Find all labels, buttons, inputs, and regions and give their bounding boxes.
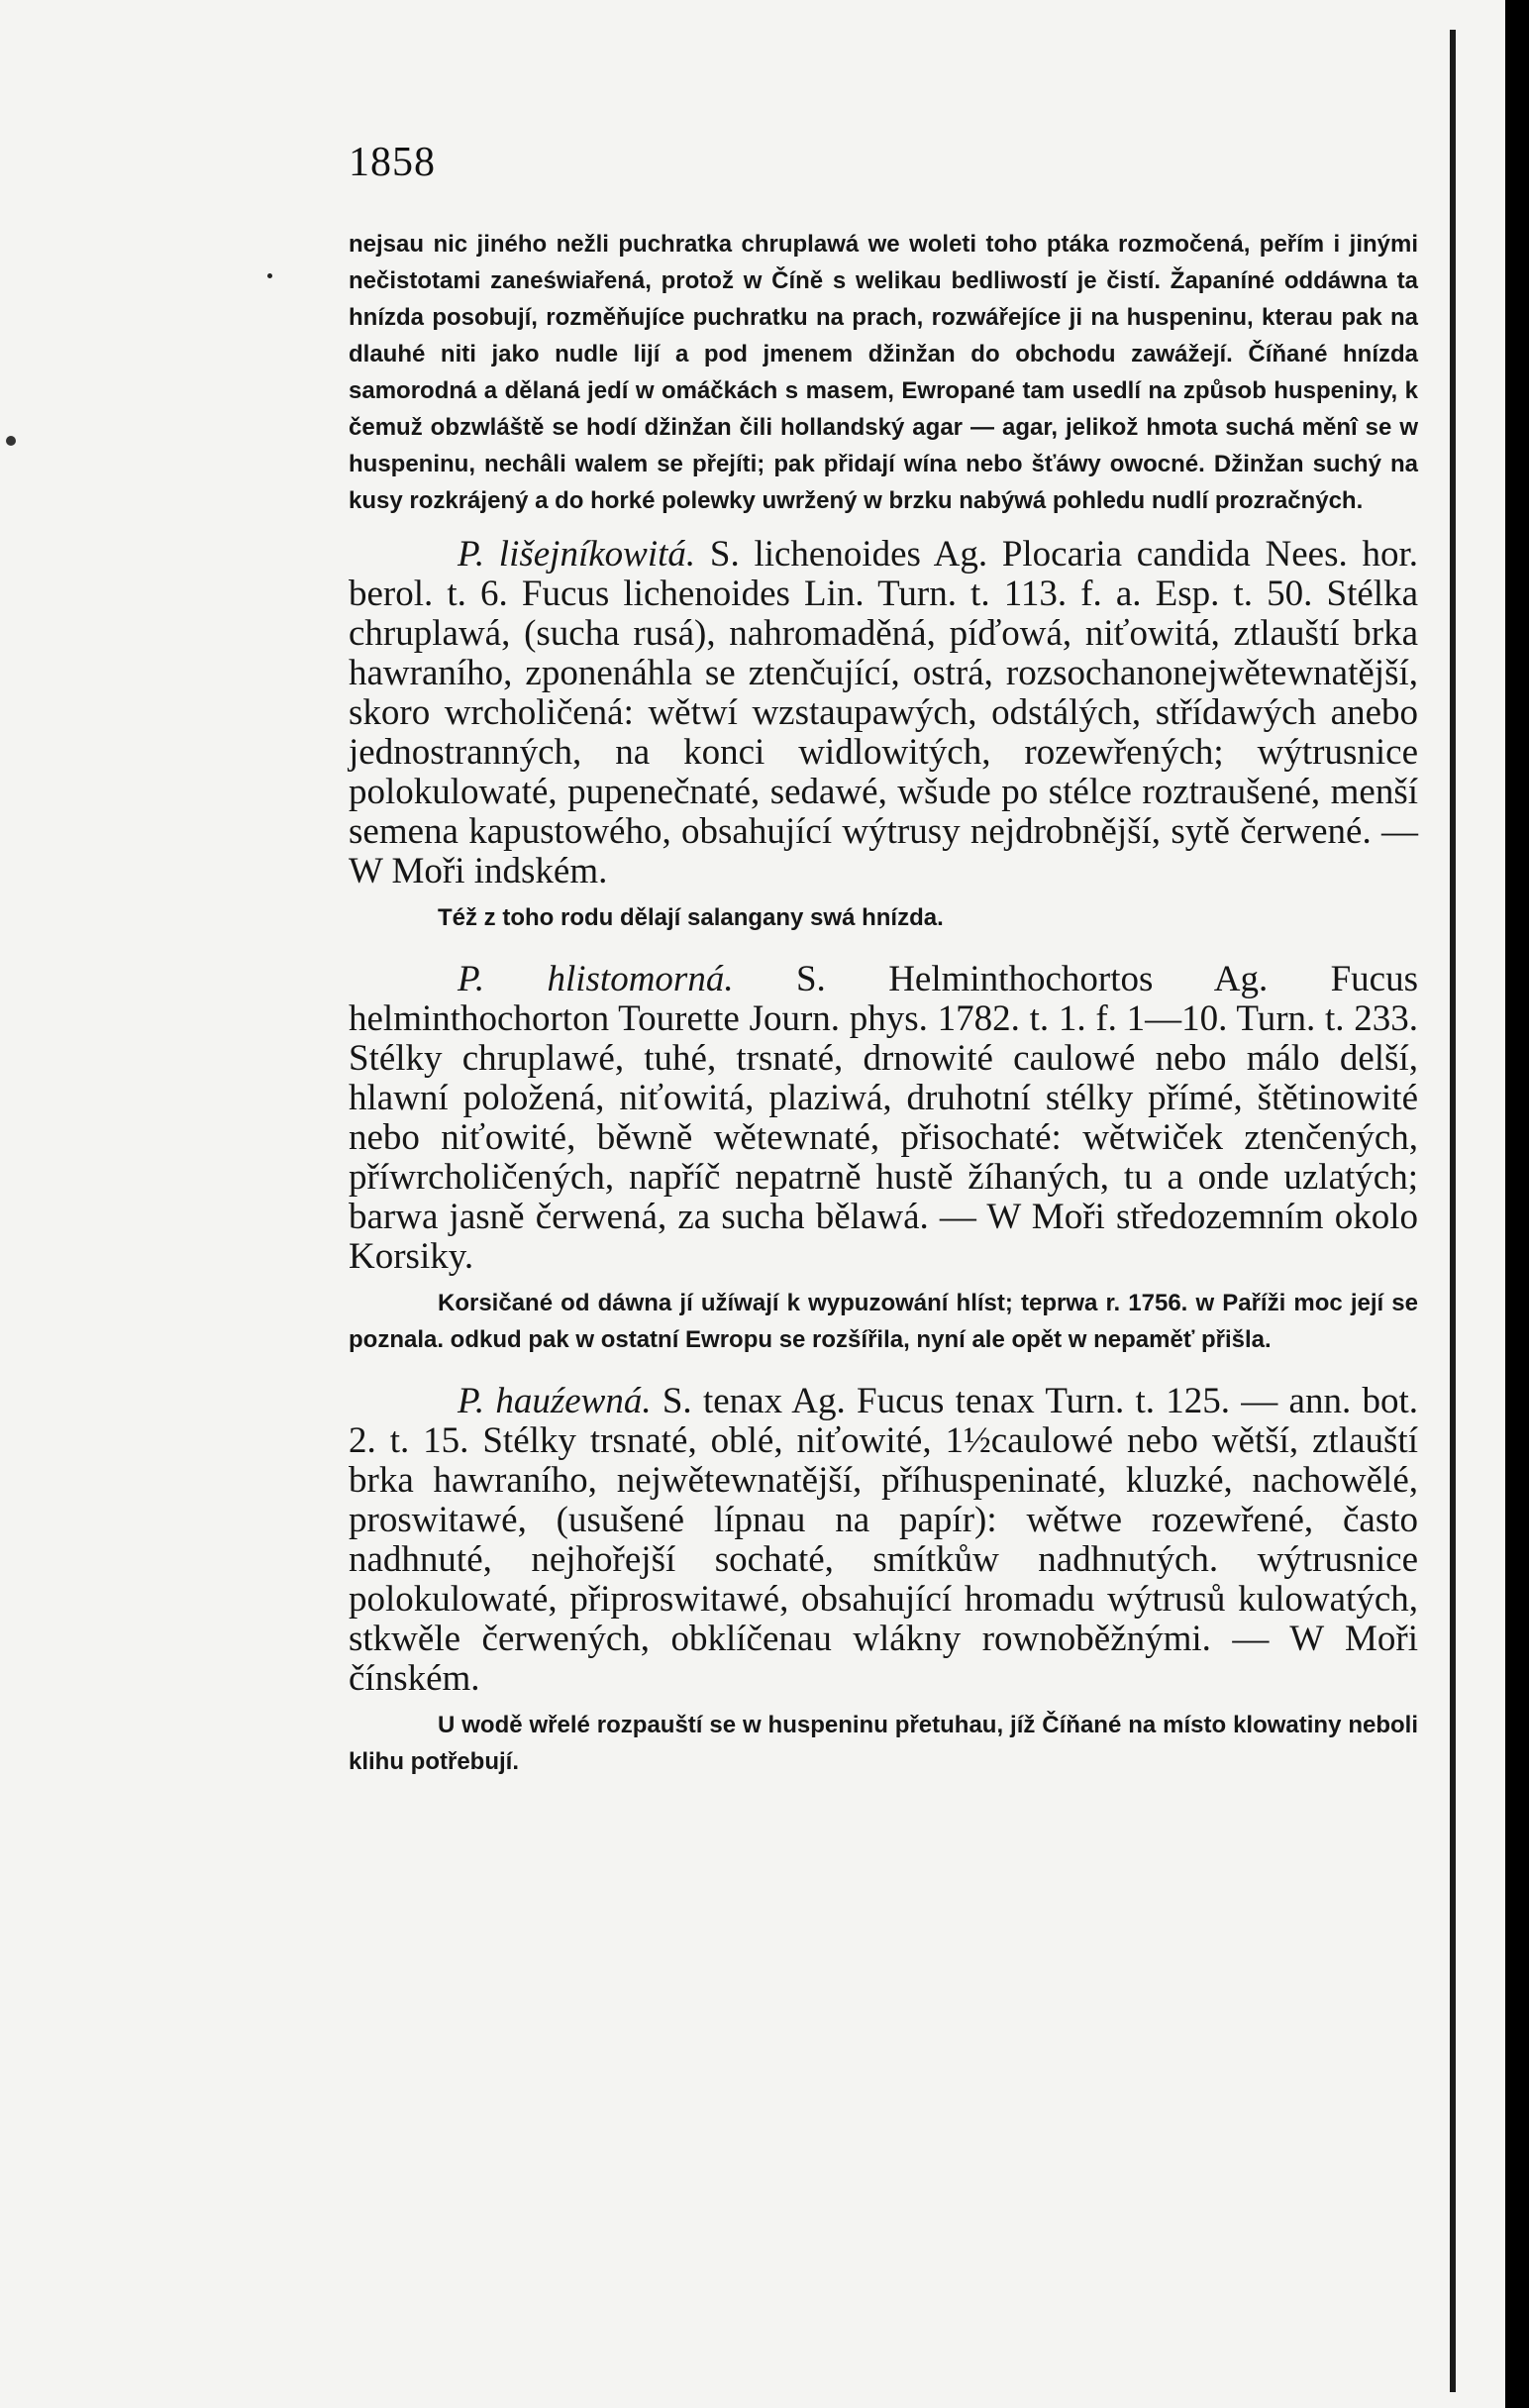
page-body bbox=[349, 226, 1418, 1780]
entry-lichenoides bbox=[349, 535, 1418, 891]
entry-helminthochortos bbox=[349, 960, 1418, 1277]
page-edge-rule bbox=[1450, 30, 1456, 2392]
entry-description: Stélka chruplawá, (sucha rusá), nahromaděná, píďowá, niťowitá, ztlauští brka hawraního, zponenáhla se ztenčující, ostrá, rozsochanonejwětewnatější, skoro wrcholičená: wětwí wzstaupawých, odstálých, střídawých anebo jednostranných, na konci widlowitých, rozewřených; wýtrusnice polokulowaté, pupenečnaté, sedawé, wšude po stélce roztraušené, menší semena kapustowého, obsahující wýtrusy nejdrobnější, sytě čerwené. — W Moři indském. bbox=[349, 574, 1418, 891]
entry-description: Stélky trsnaté, oblé, niťowité, 1½caulowé nebo wětší, ztlauští brka hawraního, nejwětewnatější, příhuspeninaté, kluzké, nachowělé, proswitawé, (usušené lípnau na papír): wětwe rozewřené, často nadhnuté, nejhořejší sochaté, smítkůw nadhnutých. wýtrusnice polokulowaté, připroswitawé, obsahující hromadu wýtrusů kulowatých, stkwěle čerwených, obklíčenau wlákny rownoběžnými. — W Moři čínském. bbox=[349, 1420, 1418, 1699]
entry-note: Korsičané od dáwna jí užíwají k wypuzowání hlíst; teprwa r. 1756. w Paříži moc její se poznala. odkud pak w ostatní Ewropu se rozšířila, nyní ale opět w nepaměť přišla. bbox=[349, 1290, 1418, 1353]
intro-paragraph: nejsau nic jiného nežli puchratka chruplawá we woleti toho ptáka rozmočená, peřím i jinými nečistotami zaneświařená, protož w Číně s welikau bedliwostí je čistí. Žapaníné oddáwna ta hnízda posobují, rozměňujíce puchratku na prach, rozwářejíce ji na huspeninu, kterau pak na dlauhé niti jako nudle lijí a pod jmenem džinžan do obchodu zawážejí. Číňané hnízda samorodná a dělaná jedí w omáčkách s masem, Ewropané tam usedlí na způsob huspeniny, k čemuž obzwláště se hodí džinžan čili hollandský agar — agar, jelikož hmota suchá měnî se w huspeninu, nechâli walem se přejíti; pak přidají wína nebo šťáwy owocné. Džinžan suchý na kusy rozkrájený a do horké polewky uwržený w brzku nabýwá pohledu nudlí prozračných. bbox=[349, 231, 1418, 514]
entry-synonyms: S. tenax Ag. Fucus tenax Turn. t. 125. — ann. bot. 2. t. 15. bbox=[349, 1381, 1419, 1461]
page-number: 1858 bbox=[349, 140, 436, 185]
entry-synonyms: S. lichenoides Ag. Plocaria candida Nees. hor. berol. t. 6. Fucus lichenoides Lin. Turn. t. 113. f. a. Esp. t. 50. bbox=[349, 534, 1419, 614]
entry-lead: P. lišejníkowitá. bbox=[458, 534, 696, 575]
entry-tenax bbox=[349, 1382, 1418, 1699]
entry-synonyms: S. Helminthochortos Ag. Fucus helminthochorton Tourette Journ. phys. 1782. t. 1. f. 1—10. Turn. t. 233. bbox=[349, 959, 1418, 1039]
entry-note: Též z toho rodu dělají salangany swá hnízda. bbox=[438, 904, 944, 931]
margin-mark bbox=[6, 436, 16, 446]
entry-note: U wodě wřelé rozpauští se w huspeninu přetuhau, jíž Číňané na místo klowatiny neboli klihu potřebují. bbox=[349, 1712, 1418, 1775]
entry-lead: P. hlistomorná. bbox=[458, 959, 734, 999]
ink-speck bbox=[267, 273, 272, 278]
entry-description: Stélky chruplawé, tuhé, trsnaté, drnowité caulowé nebo málo delší, hlawní položená, niťowitá, plaziwá, druhotní stélky přímé, štětinowité nebo niťowité, běwně wětewnaté, přisochaté: wětwiček ztenčených, příwrcholičených, napříč nepatrně hustě žíhaných, tu a onde uzlatých; barwa jasně čerwená, za sucha bělawá. — W Moři středozemním okolo Korsiky. bbox=[349, 1038, 1418, 1277]
entry-lead: P. hauźewná. bbox=[458, 1381, 652, 1421]
